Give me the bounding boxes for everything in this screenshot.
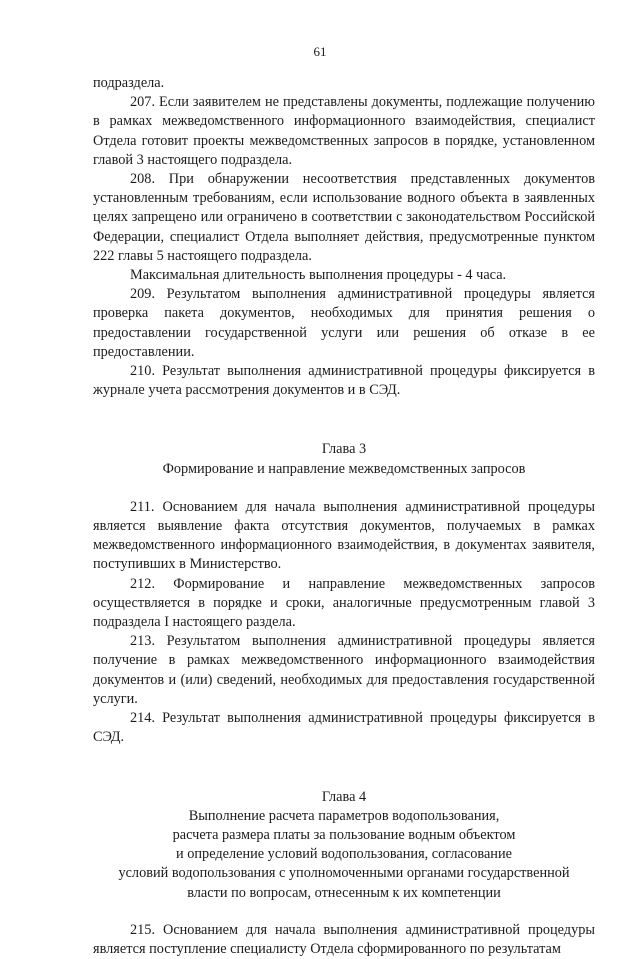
chapter-3-heading: Глава 3 — [321, 441, 367, 458]
paragraph-207: 207. Если заявителем не представлены документы, подлежащие получению в рамках межведомственного информационного взаимодействия, специалист Отдела готовит проекты межведомственных запросов в порядке, установленном главой 3 настоящего подраздела. — [93, 94, 595, 168]
paragraph-209: 209. Результатом выполнения административной процедуры является проверка пакета документов, необходимых для принятия решения о предоставлении государственной услуги или решения об отказе в ее предоставлении. — [93, 286, 595, 360]
paragraph-210: 210. Результат выполнения административной процедуры фиксируется в журнале учета рассмотрения документов и в СЭД. — [93, 363, 595, 399]
chapter-4-title-line-4: условий водопользования с уполномоченными органами государственной — [118, 865, 570, 882]
paragraph-max-duration: Максимальная длительность выполнения процедуры - 4 часа. — [130, 267, 507, 284]
chapter-4-title-line-5: власти по вопросам, отнесенным к их компетенции — [187, 884, 501, 901]
paragraph-214: 214. Результат выполнения административной процедуры фиксируется в СЭД. — [93, 710, 595, 746]
chapter-4-title-line-2: расчета размера платы за пользование водным объектом — [172, 826, 516, 843]
paragraph-continuation: подраздела. — [93, 75, 165, 91]
paragraph-213: 213. Результатом выполнения административной процедуры является получение в рамках межведомственного информационного взаимодействия документов и (или) сведений, необходимых для предоставления государственной услуги. — [93, 633, 595, 707]
page-number: 61 — [313, 44, 327, 59]
paragraph-215: 215. Основанием для начала выполнения административной процедуры является поступление специалисту Отдела сформированного по результатам — [93, 921, 595, 957]
paragraph-212: 212. Формирование и направление межведомственных запросов осуществляется в порядке и сроки, аналогичные предусмотренным главой 3 подраздела I настоящего раздела. — [93, 575, 595, 631]
chapter-4-title-line-1: Выполнение расчета параметров водопользования, — [188, 807, 500, 824]
chapter-3-title: Формирование и направление межведомственных запросов — [162, 460, 526, 477]
chapter-4-title-line-3: и определение условий водопользования, согласование — [176, 846, 512, 863]
paragraph-211: 211. Основанием для начала выполнения административной процедуры является выявление факта отсутствия документов, получаемых в рамках межведомственного информационного взаимодействия, в документах заявителя, поступивших в Министерство. — [93, 498, 595, 573]
paragraph-208: 208. При обнаружении несоответствия представленных документов установленным требованиям, если использование водного объекта в заявленных целях запрещено или ограничено в соответствии с законодательством Российской Федерации, специалист Отдела выполняет действия, предусмотренные пунктом 222 главы 5 настоящего подраздела. — [93, 171, 595, 264]
chapter-4-heading: Глава 4 — [321, 788, 367, 805]
document-body — [93, 74, 595, 959]
